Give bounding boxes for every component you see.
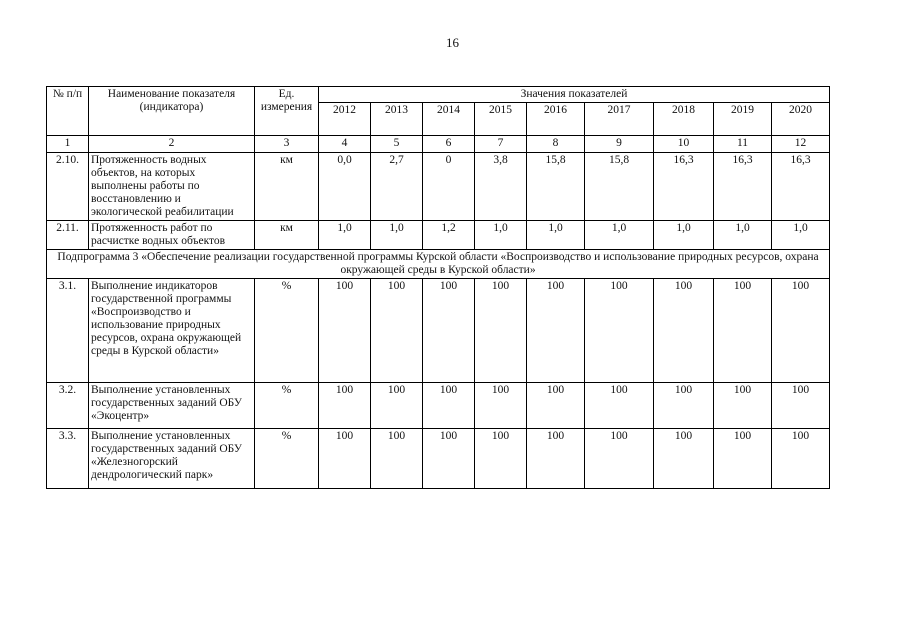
header-unit: Ед. измерения (255, 87, 319, 136)
subprogram-title: Подпрограмма 3 «Обеспечение реализации государственной программы Курской области «Воспроизводство и использование природных ресурсов, охрана окружающей среды в Курской области» (47, 250, 830, 279)
value-cell: 100 (423, 429, 475, 489)
value-cell: 16,3 (654, 153, 714, 221)
header-name: Наименование показателя (индикатора) (89, 87, 255, 136)
value-cell: 2,7 (371, 153, 423, 221)
value-cell: 1,0 (527, 221, 585, 250)
column-numbers-row (47, 136, 830, 153)
value-cell: 3,8 (475, 153, 527, 221)
column-number-cell: 7 (475, 136, 527, 153)
value-cell: 100 (371, 429, 423, 489)
unit-cell: % (255, 279, 319, 383)
row-number-cell: 3.1. (47, 279, 89, 383)
value-cell: 100 (585, 279, 654, 383)
year-header-cell: 2017 (585, 103, 654, 136)
column-number-cell: 8 (527, 136, 585, 153)
year-header-cell: 2020 (772, 103, 830, 136)
indicators-table (46, 86, 830, 489)
value-cell: 1,0 (654, 221, 714, 250)
value-cell: 100 (654, 383, 714, 429)
column-number-cell: 1 (47, 136, 89, 153)
column-number-cell: 12 (772, 136, 830, 153)
table-row (47, 383, 830, 429)
unit-cell: км (255, 221, 319, 250)
table-row (47, 153, 830, 221)
year-header-cell: 2018 (654, 103, 714, 136)
unit-cell: км (255, 153, 319, 221)
value-cell: 1,0 (585, 221, 654, 250)
year-header-cell: 2014 (423, 103, 475, 136)
value-cell: 0,0 (319, 153, 371, 221)
column-number-cell: 6 (423, 136, 475, 153)
indicator-name-cell: Выполнение индикаторов государственной программы «Воспроизводство и использование природных ресурсов, охрана окружающей среды в Курской области» (89, 279, 255, 383)
value-cell: 100 (772, 429, 830, 489)
value-cell: 100 (772, 279, 830, 383)
value-cell: 15,8 (527, 153, 585, 221)
column-number-cell: 4 (319, 136, 371, 153)
value-cell: 1,0 (475, 221, 527, 250)
row-number-cell: 2.11. (47, 221, 89, 250)
header-no: № п/п (47, 87, 89, 136)
unit-cell: % (255, 383, 319, 429)
value-cell: 100 (714, 429, 772, 489)
year-header-cell: 2012 (319, 103, 371, 136)
value-cell: 100 (714, 383, 772, 429)
year-header-cell: 2013 (371, 103, 423, 136)
row-number-cell: 3.2. (47, 383, 89, 429)
value-cell: 100 (714, 279, 772, 383)
table-row (47, 429, 830, 489)
indicator-name-cell: Выполнение установленных государственных заданий ОБУ «Экоцентр» (89, 383, 255, 429)
value-cell: 100 (772, 383, 830, 429)
value-cell: 1,0 (371, 221, 423, 250)
year-header-cell: 2019 (714, 103, 772, 136)
value-cell: 100 (585, 429, 654, 489)
value-cell: 15,8 (585, 153, 654, 221)
table-row (47, 221, 830, 250)
table-header-row (47, 87, 830, 103)
column-number-cell: 10 (654, 136, 714, 153)
row-number-cell: 3.3. (47, 429, 89, 489)
value-cell: 0 (423, 153, 475, 221)
column-number-cell: 5 (371, 136, 423, 153)
value-cell: 100 (527, 383, 585, 429)
value-cell: 1,0 (714, 221, 772, 250)
column-number-cell: 11 (714, 136, 772, 153)
value-cell: 1,0 (319, 221, 371, 250)
value-cell: 100 (654, 279, 714, 383)
value-cell: 100 (423, 279, 475, 383)
year-header-cell: 2016 (527, 103, 585, 136)
value-cell: 100 (319, 429, 371, 489)
value-cell: 100 (527, 429, 585, 489)
value-cell: 100 (475, 429, 527, 489)
value-cell: 100 (475, 279, 527, 383)
value-cell: 100 (475, 383, 527, 429)
value-cell: 100 (654, 429, 714, 489)
value-cell: 100 (527, 279, 585, 383)
indicator-name-cell: Протяженность водных объектов, на которых выполнены работы по восстановлению и экологической реабилитации (89, 153, 255, 221)
value-cell: 1,0 (772, 221, 830, 250)
column-number-cell: 9 (585, 136, 654, 153)
column-number-cell: 2 (89, 136, 255, 153)
value-cell: 100 (371, 383, 423, 429)
year-header-cell: 2015 (475, 103, 527, 136)
subprogram-row (47, 250, 830, 279)
indicator-name-cell: Протяженность работ по расчистке водных объектов (89, 221, 255, 250)
page-number: 16 (446, 35, 459, 50)
column-number-cell: 3 (255, 136, 319, 153)
header-values: Значения показателей (319, 87, 830, 103)
value-cell: 100 (319, 383, 371, 429)
value-cell: 100 (319, 279, 371, 383)
value-cell: 16,3 (772, 153, 830, 221)
value-cell: 100 (423, 383, 475, 429)
value-cell: 100 (371, 279, 423, 383)
unit-cell: % (255, 429, 319, 489)
value-cell: 1,2 (423, 221, 475, 250)
value-cell: 100 (585, 383, 654, 429)
value-cell: 16,3 (714, 153, 772, 221)
row-number-cell: 2.10. (47, 153, 89, 221)
table-row (47, 279, 830, 383)
indicator-name-cell: Выполнение установленных государственных заданий ОБУ «Железногорский дендрологический парк» (89, 429, 255, 489)
